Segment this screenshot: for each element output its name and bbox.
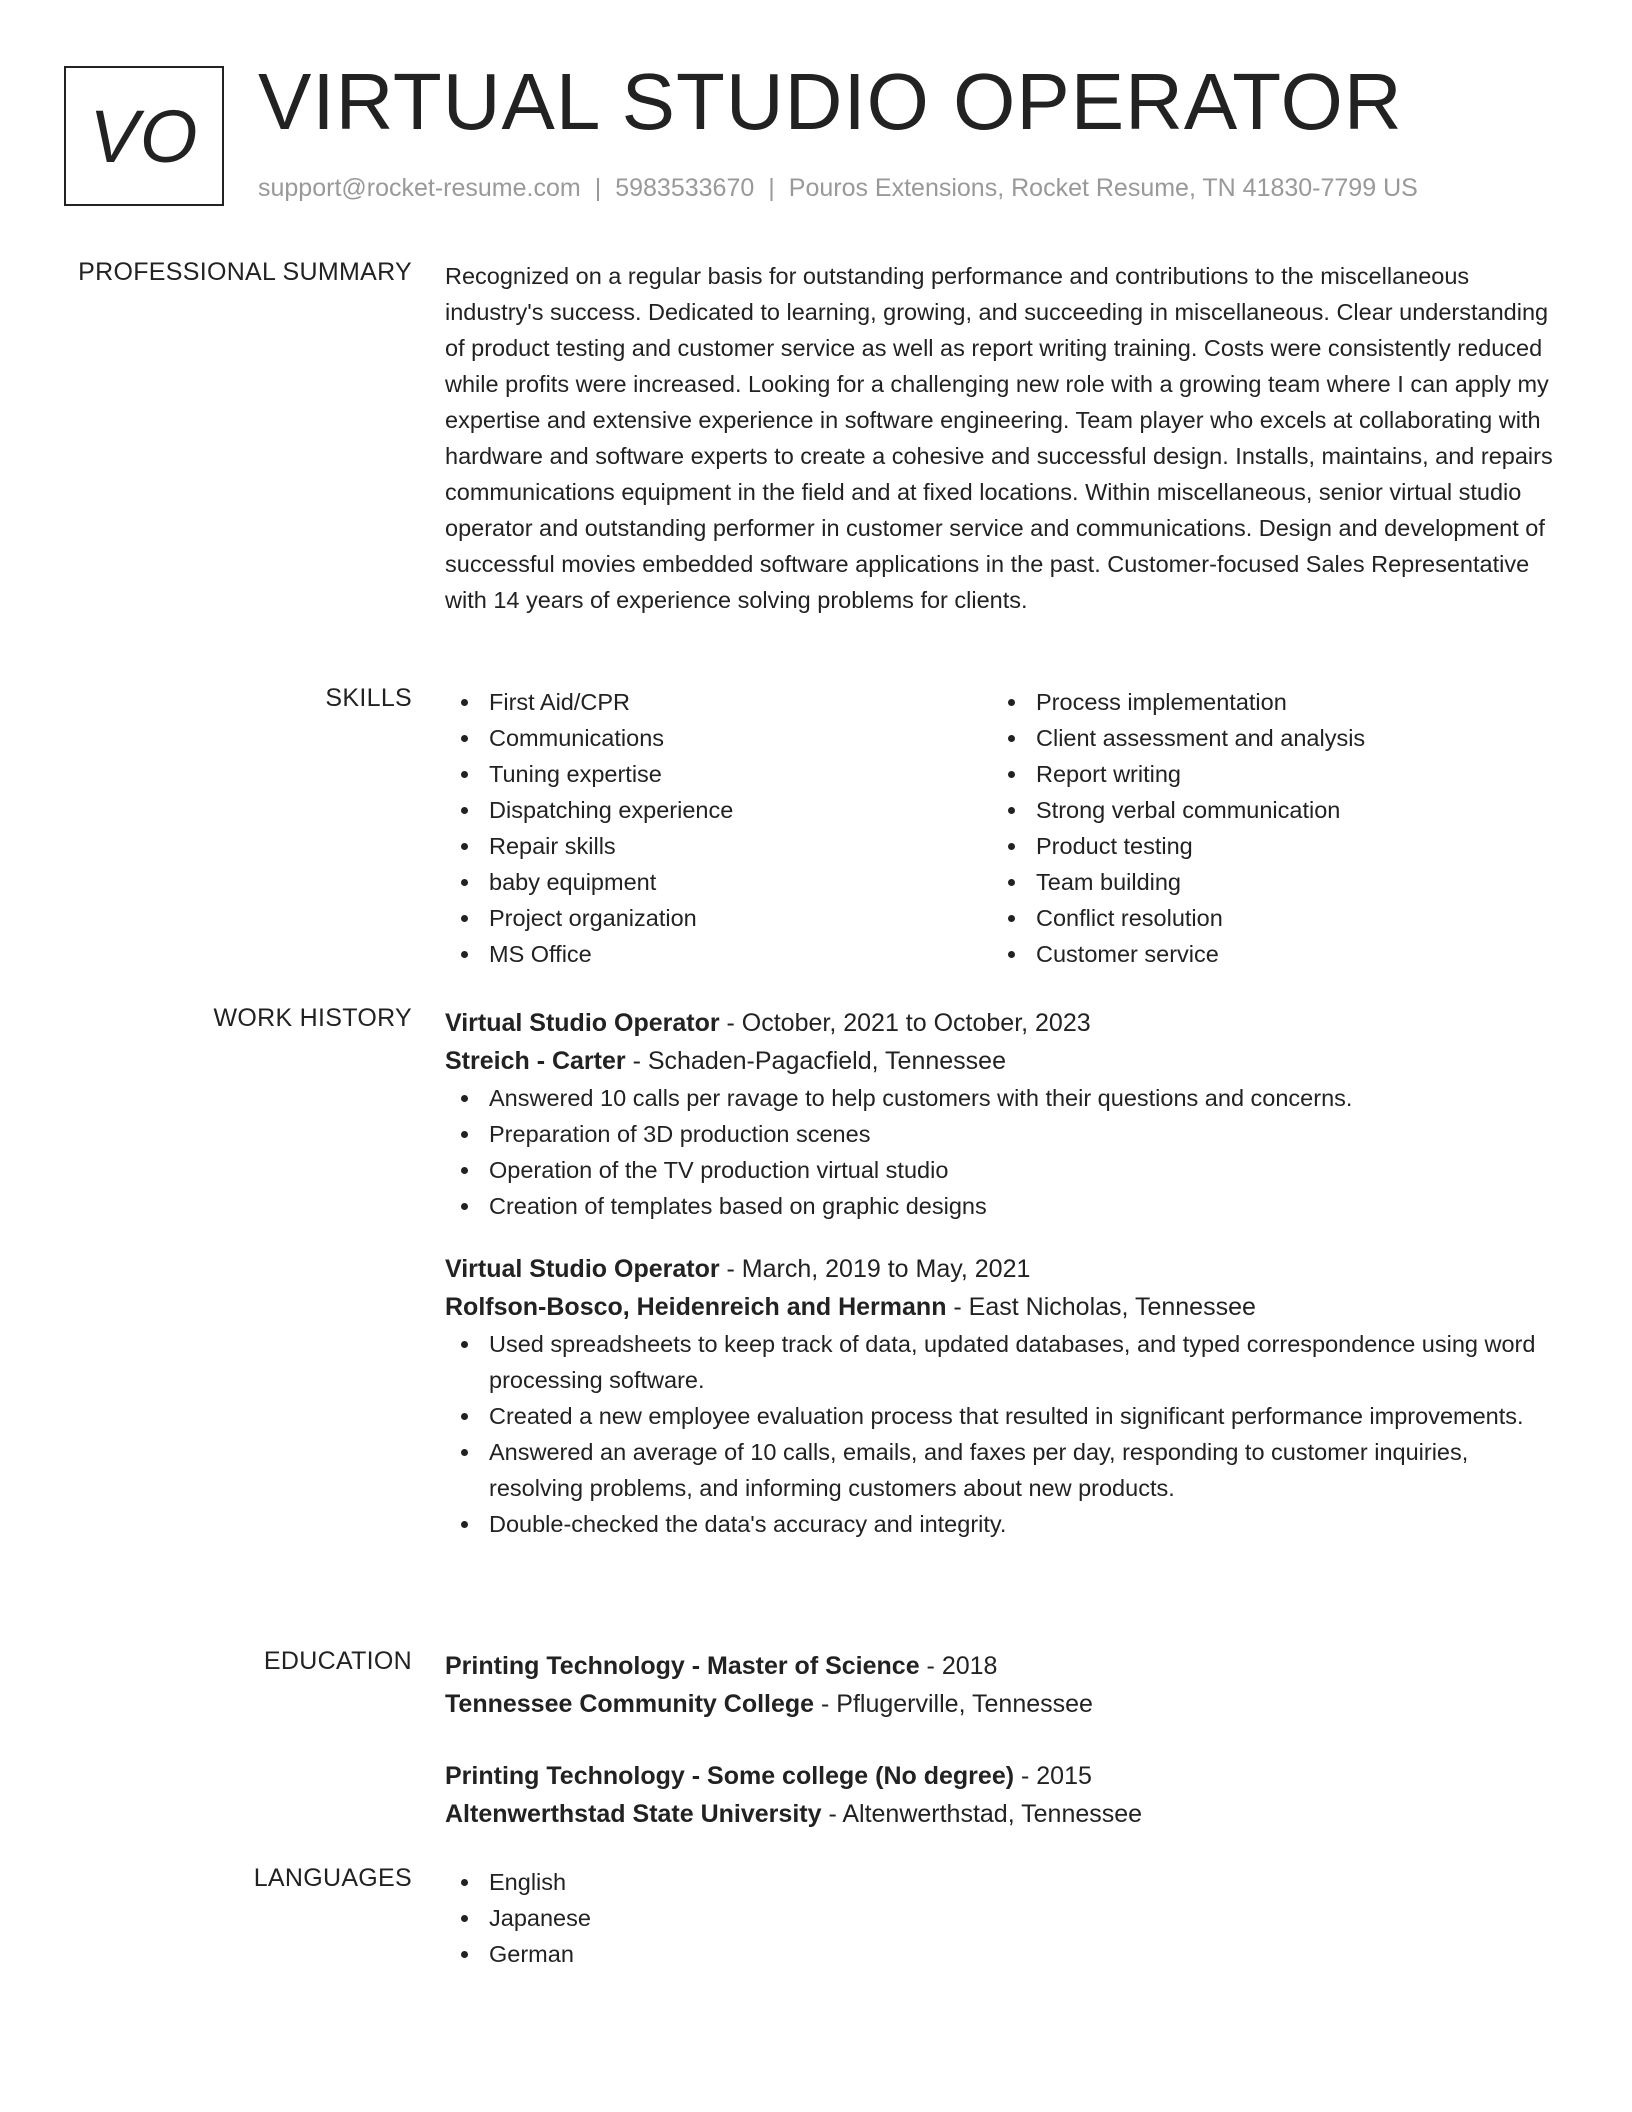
job-title-line [445,1004,1557,1042]
job-company: Streich - Carter [445,1047,626,1075]
contact-separator: | [594,174,602,202]
school: Tennessee Community College [445,1690,815,1718]
school-line [445,1795,1557,1833]
job-title-line [445,1250,1557,1288]
skill-item: Client assessment and analysis [992,720,1539,756]
monogram-text: VO [89,94,199,178]
degree-year: - 2015 [1014,1762,1092,1790]
degree-line [445,1647,1557,1685]
job-duty: Used spreadsheets to keep track of data, updated databases, and typed correspondence using word processing software. [445,1326,1557,1398]
job-duty: Answered an average of 10 calls, emails, and faxes per day, responding to customer inquiries, resolving problems, and informing customers about new products. [445,1434,1557,1506]
education-body [445,1647,1557,1867]
degree-year: - 2018 [919,1652,998,1680]
education-entry [445,1647,1557,1723]
contact-phone: 5983533670 [615,174,755,202]
contact-address: Pouros Extensions, Rocket Resume, TN 41830-7799 US [788,174,1418,202]
job-company-line [445,1288,1557,1326]
languages-label: LANGUAGES [253,1864,412,1892]
skill-item: Tuning expertise [445,756,992,792]
job-location: - East Nicholas, Tennessee [946,1293,1256,1321]
degree-line [445,1757,1557,1795]
skill-item: First Aid/CPR [445,684,992,720]
school: Altenwerthstad State University [445,1800,822,1828]
school-location: - Pflugerville, Tennessee [814,1690,1093,1718]
monogram-box [64,66,224,206]
skill-item: Strong verbal communication [992,792,1539,828]
contact-separator: | [768,174,775,202]
summary-label: PROFESSIONAL SUMMARY [78,258,412,286]
language-item: Japanese [445,1900,1557,1936]
job-duty: Double-checked the data's accuracy and integrity. [445,1506,1557,1542]
languages-body [445,1864,1557,1972]
education-entry [445,1757,1557,1833]
skills-list-left [445,684,992,972]
school-location: - Altenwerthstad, Tennessee [821,1800,1143,1828]
contact-email: support@rocket-resume.com [258,174,581,202]
job-dates: - March, 2019 to May, 2021 [719,1255,1031,1283]
skill-item: Product testing [992,828,1539,864]
job-duty: Preparation of 3D production scenes [445,1116,1557,1152]
job-company-line [445,1042,1557,1080]
resume-name: VIRTUAL STUDIO OPERATOR [258,57,1403,146]
skills-list-right [992,684,1539,972]
job-location: - Schaden-Pagacfield, Tennessee [625,1047,1006,1075]
skill-item: Conflict resolution [992,900,1539,936]
skill-item: baby equipment [445,864,992,900]
language-item: English [445,1864,1557,1900]
job-duty: Answered 10 calls per ravage to help customers with their questions and concerns. [445,1080,1557,1116]
skills-body [445,684,1557,972]
skill-item: Team building [992,864,1539,900]
work-history-body [445,1004,1557,1568]
degree: Printing Technology - Master of Science [445,1652,920,1680]
school-line [445,1685,1557,1723]
job-entry [445,1250,1557,1542]
skill-item: Customer service [992,936,1539,972]
summary-body [445,258,1557,618]
languages-list [445,1864,1557,1972]
contact-line [258,174,1418,203]
skill-item: Dispatching experience [445,792,992,828]
job-duty: Created a new employee evaluation process that resulted in significant performance improvements. [445,1398,1557,1434]
job-title: Virtual Studio Operator [445,1255,720,1283]
skill-item: Repair skills [445,828,992,864]
education-label: EDUCATION [263,1647,412,1675]
skill-item: Project organization [445,900,992,936]
language-item: German [445,1936,1557,1972]
job-duty: Operation of the TV production virtual studio [445,1152,1557,1188]
skill-item: Process implementation [992,684,1539,720]
skills-label: SKILLS [325,684,412,712]
skill-item: Communications [445,720,992,756]
summary-text: Recognized on a regular basis for outstanding performance and contributions to the miscellaneous industry's success. Dedicated to learning, growing, and succeeding in miscellaneous. Clear understanding of product testing and customer service as well as report writing training. Costs were consistently reduced while profits were increased. Looking for a challenging new role with a growing team where I can apply my expertise and extensive experience in software engineering. Team player who excels at collaborating with hardware and software experts to create a cohesive and successful design. Installs, maintains, and repairs communications equipment in the field and at fixed locations. Within miscellaneous, senior virtual studio operator and outstanding performer in customer service and communications. Design and development of successful movies embedded software applications in the past. Customer-focused Sales Representative with 14 years of experience solving problems for clients. [445,263,1553,613]
skill-item: MS Office [445,936,992,972]
job-duties [445,1326,1557,1542]
job-duty: Creation of templates based on graphic designs [445,1188,1557,1224]
skill-item: Report writing [992,756,1539,792]
job-dates: - October, 2021 to October, 2023 [719,1009,1091,1037]
work-history-label: WORK HISTORY [213,1004,412,1032]
degree: Printing Technology - Some college (No degree) [445,1762,1015,1790]
job-company: Rolfson-Bosco, Heidenreich and Hermann [445,1293,947,1321]
job-duties [445,1080,1557,1224]
job-entry [445,1004,1557,1224]
job-title: Virtual Studio Operator [445,1009,720,1037]
